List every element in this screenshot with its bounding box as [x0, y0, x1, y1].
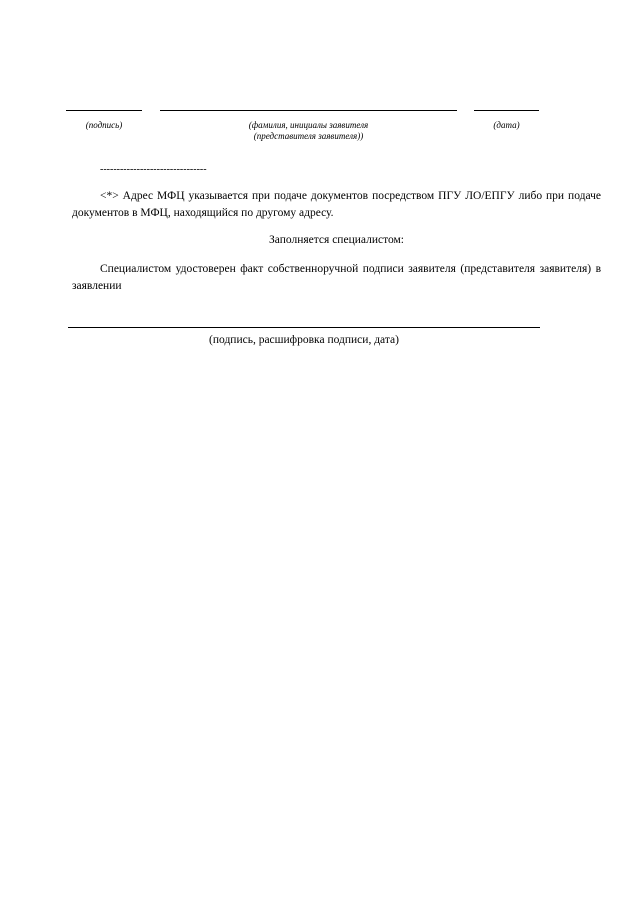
date-caption: (дата) [493, 120, 520, 130]
specialist-statement-content: Специалистом удостоверен факт собственноручной подписи заявителя (представителя заявителя) в заявлении [72, 263, 601, 292]
footnote-separator: -------------------------------- [100, 164, 207, 175]
specialist-signature-line [68, 327, 540, 328]
footnote-text [72, 188, 601, 222]
name-caption-line2: (представителя заявителя)) [253, 131, 364, 141]
name-line [160, 110, 457, 111]
specialist-signature-caption: (подпись, расшифровка подписи, дата) [209, 334, 399, 346]
specialist-statement [72, 261, 601, 295]
signature-line [66, 110, 142, 111]
name-caption-line1: (фамилия, инициалы заявителя [248, 120, 369, 130]
date-line [474, 110, 539, 111]
specialist-heading: Заполняется специалистом: [269, 234, 404, 246]
footnote-text-content: <*> Адрес МФЦ указывается при подаче документов посредством ПГУ ЛО/ЕПГУ либо при подаче документов в МФЦ, находящийся по другому адресу. [72, 190, 601, 219]
signature-caption: (подпись) [85, 120, 123, 130]
